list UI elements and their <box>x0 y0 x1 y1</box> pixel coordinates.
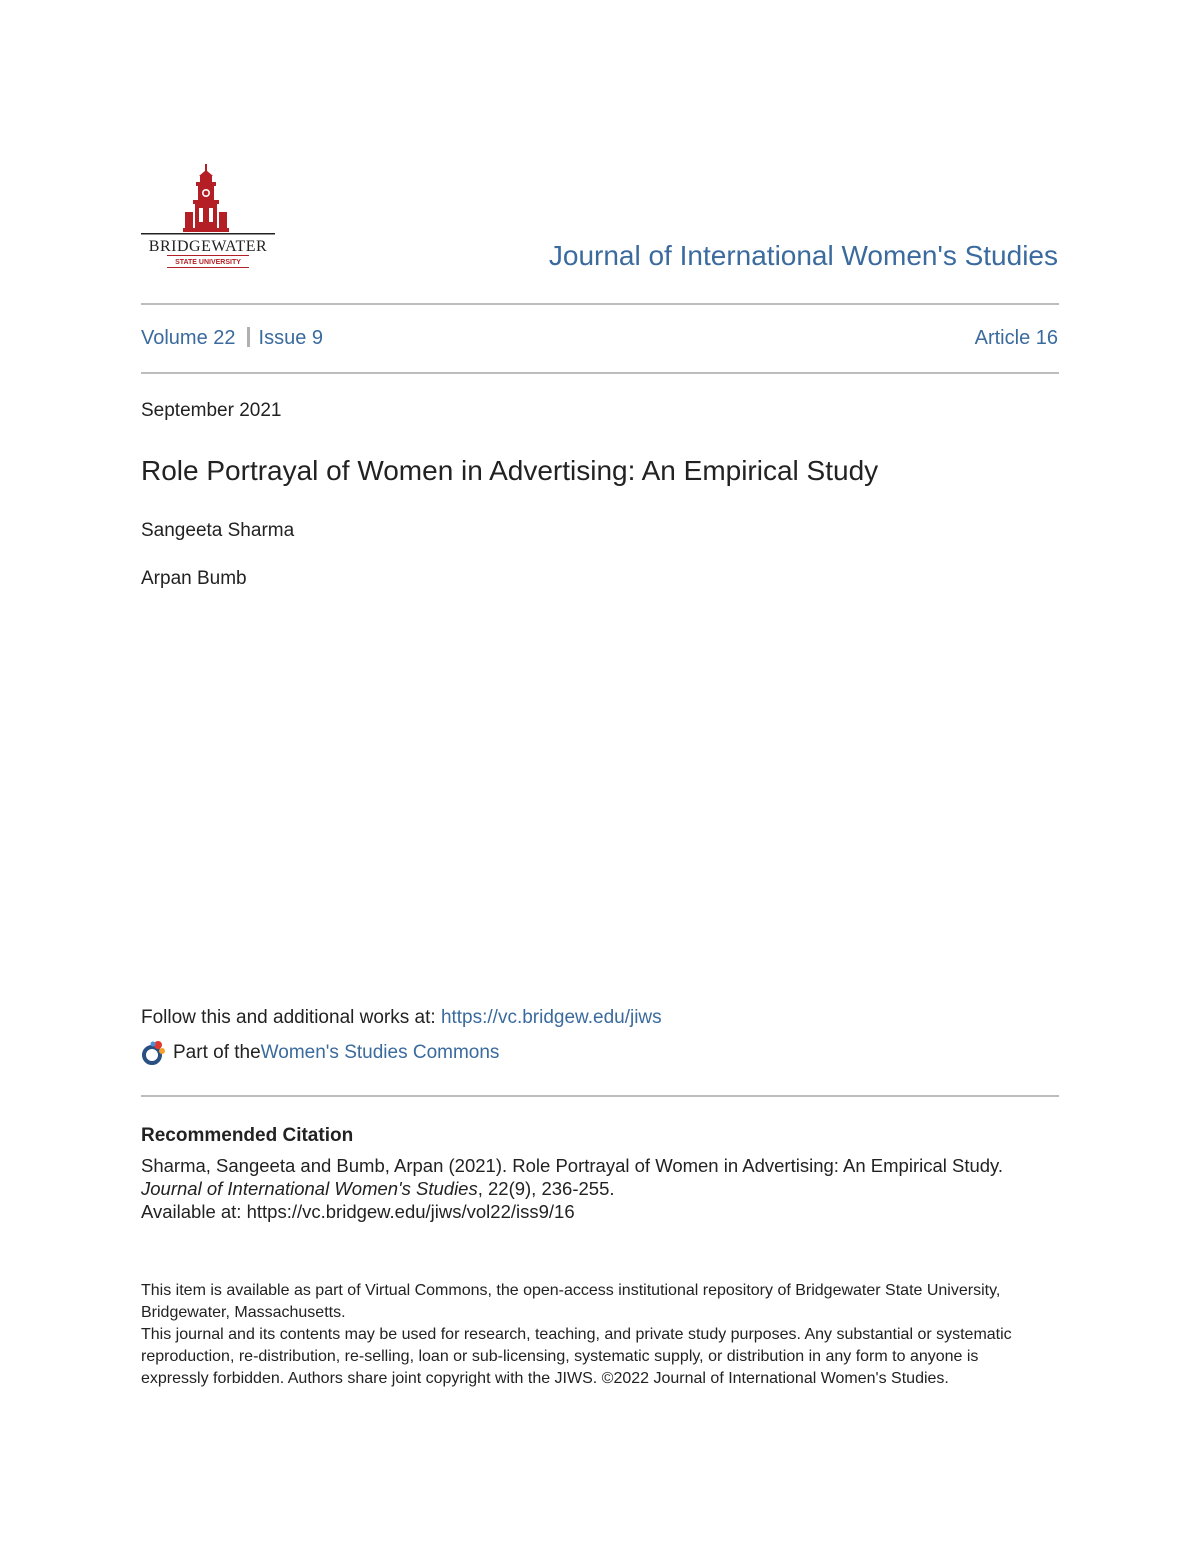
journal-title[interactable]: Journal of International Women's Studies <box>548 240 1058 271</box>
commons-link[interactable]: Women's Studies Commons <box>260 1042 500 1063</box>
citation-body <box>141 1154 1071 1223</box>
article-number[interactable]: Article 16 <box>974 327 1058 349</box>
part-of-text: Part of the <box>173 1042 261 1063</box>
author-name[interactable]: Arpan Bumb <box>141 568 247 589</box>
citation-line <box>141 1177 1071 1200</box>
issue-link[interactable]: Issue 9 <box>258 327 323 349</box>
logo-wordmark: BRIDGEWATER <box>148 238 268 255</box>
divider <box>141 372 1059 374</box>
citation-journal: Journal of International Women's Studies <box>141 1178 478 1199</box>
university-logo <box>139 162 279 274</box>
citation-line: Sharma, Sangeeta and Bumb, Arpan (2021). Role Portrayal of Women in Advertising: An Empirical Study. <box>141 1155 1004 1176</box>
citation-available[interactable]: Available at: https://vc.bridgew.edu/jiws/vol22/iss9/16 <box>141 1201 575 1222</box>
citation-volume-pages: , 22(9), 236-255. <box>477 1178 615 1199</box>
logo-subname: STATE UNIVERSITY <box>175 259 241 266</box>
network-commons-icon <box>141 1040 167 1066</box>
copyright-notice: This journal and its contents may be used for research, teaching, and private study purposes. Any substantial or systematic reproduction, re-distribution, re-selling, loan or sub-licensing, systematic supply, or distribution in any form to anyone is expressly forbidden. Authors share joint copyright with the JIWS. ©2022 Journal of International Women's Studies. <box>141 1326 1012 1387</box>
publication-date: September 2021 <box>141 400 282 421</box>
article-title: Role Portrayal of Women in Advertising: An Empirical Study <box>141 455 879 486</box>
divider <box>141 303 1059 305</box>
part-of-line <box>141 1040 499 1066</box>
volume-issue-breadcrumb <box>141 327 323 350</box>
follow-text: Follow this and additional works at: <box>141 1007 441 1028</box>
author-name[interactable]: Sangeeta Sharma <box>141 520 295 541</box>
repository-link[interactable]: https://vc.bridgew.edu/jiws <box>440 1007 662 1028</box>
repository-notice: This item is available as part of Virtual Commons, the open-access institutional repository of Bridgewater State University, Bridgewater, Massachusetts. <box>141 1282 1001 1321</box>
volume-link[interactable]: Volume 22 <box>141 327 236 349</box>
separator <box>247 327 250 347</box>
citation-heading: Recommended Citation <box>141 1125 354 1146</box>
follow-line <box>141 1007 662 1029</box>
clock-tower-icon <box>139 162 279 274</box>
divider <box>141 1095 1059 1097</box>
